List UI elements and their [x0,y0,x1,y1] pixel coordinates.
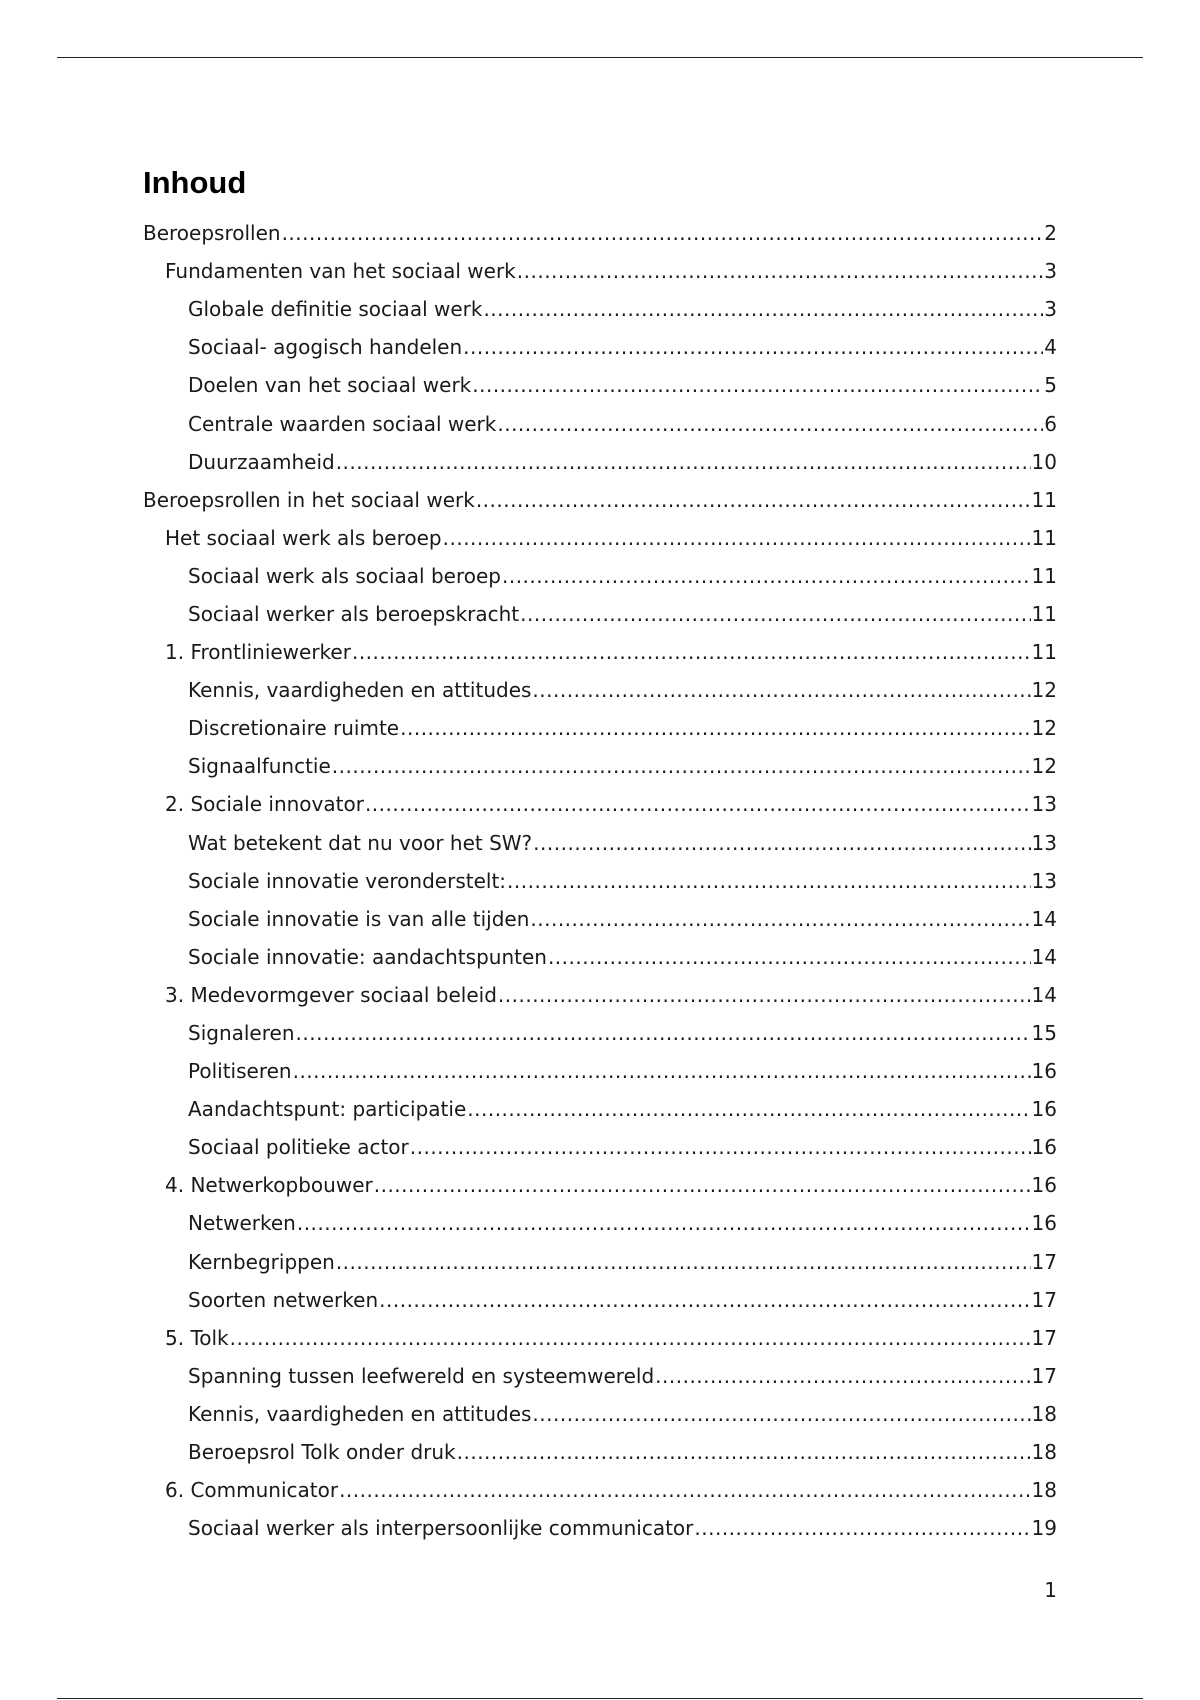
toc-entry-page: 11 [1031,563,1057,588]
toc-entry-text: 6. Communicator [165,1478,339,1503]
toc-entry[interactable] [143,1395,1057,1433]
footer-rule [57,1698,1143,1699]
toc-entry[interactable] [143,1090,1057,1128]
toc-entry[interactable] [143,824,1057,862]
toc-entry-text: Signaleren [188,1021,295,1046]
toc-entry-page: 2 [1044,221,1057,246]
toc-entry-page: 19 [1031,1516,1057,1541]
toc-entry-page: 16 [1031,1173,1057,1198]
toc-entry-text: Sociale innovatie veronderstelt: [188,868,507,893]
toc-entry[interactable] [143,671,1057,709]
toc-entry[interactable] [143,709,1057,747]
toc-leader-dots [548,945,1031,969]
toc-entry[interactable] [143,595,1057,633]
toc-leader-dots [293,1059,1031,1083]
toc-entry-text: Kernbegrippen [188,1249,335,1274]
toc-entry-text: Kennis, vaardigheden en attitudes [188,678,532,703]
toc-entry-page: 3 [1044,297,1057,322]
toc-leader-dots [694,1516,1030,1540]
toc-entry-page: 11 [1031,487,1057,512]
toc-entry[interactable] [143,862,1057,900]
toc-entry[interactable] [143,1433,1057,1471]
toc-leader-dots [467,1097,1030,1121]
toc-leader-dots [365,792,1031,816]
toc-entry-page: 15 [1031,1021,1057,1046]
toc-entry[interactable] [143,328,1057,366]
toc-entry-text: Sociaal werker als interpersoonlijke communicator [188,1516,694,1541]
toc-entry[interactable] [143,1281,1057,1319]
toc-entry-text: Beroepsrollen [143,221,281,246]
toc-entry-text: Sociaal- agogisch handelen [188,335,463,360]
page-number: 1 [1044,1578,1057,1602]
toc-entry[interactable] [143,938,1057,976]
toc-leader-dots [476,488,1031,512]
toc-leader-dots [533,831,1030,855]
toc-entry-text: Aandachtspunt: participatie [188,1097,467,1122]
toc-entry[interactable] [143,1166,1057,1204]
toc-entry[interactable] [143,443,1057,481]
toc-entry[interactable] [143,1243,1057,1281]
toc-entry-page: 14 [1031,944,1057,969]
header-rule [57,57,1143,58]
toc-leader-dots [520,602,1030,626]
toc-leader-dots [352,640,1031,664]
toc-entry-text: Sociale innovatie is van alle tijden [188,906,530,931]
toc-entry-text: Centrale waarden sociaal werk [188,411,497,436]
toc-entry-page: 17 [1031,1363,1057,1388]
toc-entry-page: 16 [1031,1211,1057,1236]
toc-entry-page: 14 [1031,982,1057,1007]
toc-entry-text: Soorten netwerken [188,1287,379,1312]
toc-entry-page: 11 [1031,640,1057,665]
toc-leader-dots [497,412,1043,436]
toc-entry-text: Het sociaal werk als beroep [165,525,442,550]
toc-entry-text: Kennis, vaardigheden en attitudes [188,1401,532,1426]
toc-entry-page: 11 [1031,525,1057,550]
toc-entry[interactable] [143,900,1057,938]
toc-entry-text: Globale definitie sociaal werk [188,297,483,322]
toc-entry-page: 16 [1031,1059,1057,1084]
toc-entry-page: 11 [1031,601,1057,626]
toc-entry-page: 12 [1031,678,1057,703]
toc-entry-text: Signaalfunctie [188,754,331,779]
toc-entry[interactable] [143,214,1057,252]
toc-leader-dots [230,1326,1031,1350]
toc-entry-text: Beroepsrol Tolk onder druk [188,1440,456,1465]
toc-entry-page: 17 [1031,1287,1057,1312]
toc-entry-text: Doelen van het sociaal werk [188,373,472,398]
toc-entry-page: 16 [1031,1135,1057,1160]
toc-entry-text: Beroepsrollen in het sociaal werk [143,487,475,512]
toc-leader-dots [532,1402,1030,1426]
toc-leader-dots [339,1478,1030,1502]
toc-entry[interactable] [143,785,1057,823]
toc-entry-page: 17 [1031,1325,1057,1350]
toc-entry[interactable] [143,1014,1057,1052]
toc-leader-dots [282,221,1044,245]
toc-entry-page: 12 [1031,716,1057,741]
toc-leader-dots [498,983,1031,1007]
toc-entry-page: 16 [1031,1097,1057,1122]
toc-leader-dots [336,1250,1031,1274]
toc-entry[interactable] [143,1319,1057,1357]
toc-entry-text: Netwerken [188,1211,296,1236]
toc-entry-page: 13 [1031,868,1057,893]
toc-leader-dots [400,716,1030,740]
toc-title: Inhoud [143,165,247,200]
toc-leader-dots [457,1440,1031,1464]
toc-entry-text: 4. Netwerkopbouwer [165,1173,373,1198]
toc-entry[interactable] [143,1357,1057,1395]
toc-entry[interactable] [143,1052,1057,1090]
toc-entry[interactable] [143,1509,1057,1547]
toc-leader-dots [374,1173,1031,1197]
toc-entry-page: 18 [1031,1478,1057,1503]
toc-entry[interactable] [143,747,1057,785]
toc-leader-dots [472,373,1043,397]
toc-entry-page: 3 [1044,259,1057,284]
toc-leader-dots [502,564,1031,588]
toc-entry-page: 5 [1044,373,1057,398]
toc-entry-page: 14 [1031,906,1057,931]
toc-leader-dots [530,907,1030,931]
toc-entry-page: 13 [1031,830,1057,855]
toc-leader-dots [517,259,1044,283]
toc-entry-text: Sociale innovatie: aandachtspunten [188,944,547,969]
toc-entry[interactable] [143,481,1057,519]
toc-entry-text: 3. Medevormgever sociaal beleid [165,982,497,1007]
toc-entry-text: 1. Frontliniewerker [165,640,351,665]
toc-leader-dots [463,335,1043,359]
toc-entry-page: 18 [1031,1440,1057,1465]
toc-leader-dots [655,1364,1030,1388]
toc-entry[interactable] [143,1471,1057,1509]
toc-entry-text: Spanning tussen leefwereld en systeemwereld [188,1363,655,1388]
toc-entry-page: 12 [1031,754,1057,779]
toc-leader-dots [336,450,1031,474]
toc-entry-text: Sociaal werker als beroepskracht [188,601,520,626]
toc-entry-page: 10 [1031,449,1057,474]
toc-entry[interactable] [143,633,1057,671]
toc-entry-page: 13 [1031,792,1057,817]
toc-leader-dots [379,1288,1030,1312]
toc-leader-dots [332,754,1031,778]
toc-entry[interactable] [143,519,1057,557]
toc-leader-dots [297,1211,1031,1235]
toc-entry-text: 2. Sociale innovator [165,792,364,817]
toc-entry-page: 4 [1044,335,1057,360]
toc-leader-dots [443,526,1031,550]
toc-entry-text: Sociaal politieke actor [188,1135,409,1160]
toc-entry[interactable] [143,366,1057,404]
toc-entry[interactable] [143,290,1057,328]
toc-leader-dots [296,1021,1031,1045]
toc-entry-page: 6 [1044,411,1057,436]
toc-entry-text: Duurzaamheid [188,449,335,474]
toc-leader-dots [532,678,1030,702]
toc-entry[interactable] [143,557,1057,595]
toc-entry-text: Fundamenten van het sociaal werk [165,259,516,284]
toc-entry[interactable] [143,252,1057,290]
toc-leader-dots [410,1135,1031,1159]
toc-entry-text: 5. Tolk [165,1325,229,1350]
toc-entry-text: Discretionaire ruimte [188,716,400,741]
toc-entry[interactable] [143,404,1057,442]
table-of-contents [143,214,1057,1547]
toc-entry[interactable] [143,976,1057,1014]
toc-entry[interactable] [143,1204,1057,1242]
toc-leader-dots [483,297,1043,321]
toc-entry-page: 18 [1031,1401,1057,1426]
toc-entry-text: Wat betekent dat nu voor het SW? [188,830,533,855]
toc-entry-page: 17 [1031,1249,1057,1274]
toc-entry-text: Sociaal werk als sociaal beroep [188,563,501,588]
toc-entry[interactable] [143,1128,1057,1166]
toc-leader-dots [507,869,1031,893]
toc-entry-text: Politiseren [188,1059,292,1084]
